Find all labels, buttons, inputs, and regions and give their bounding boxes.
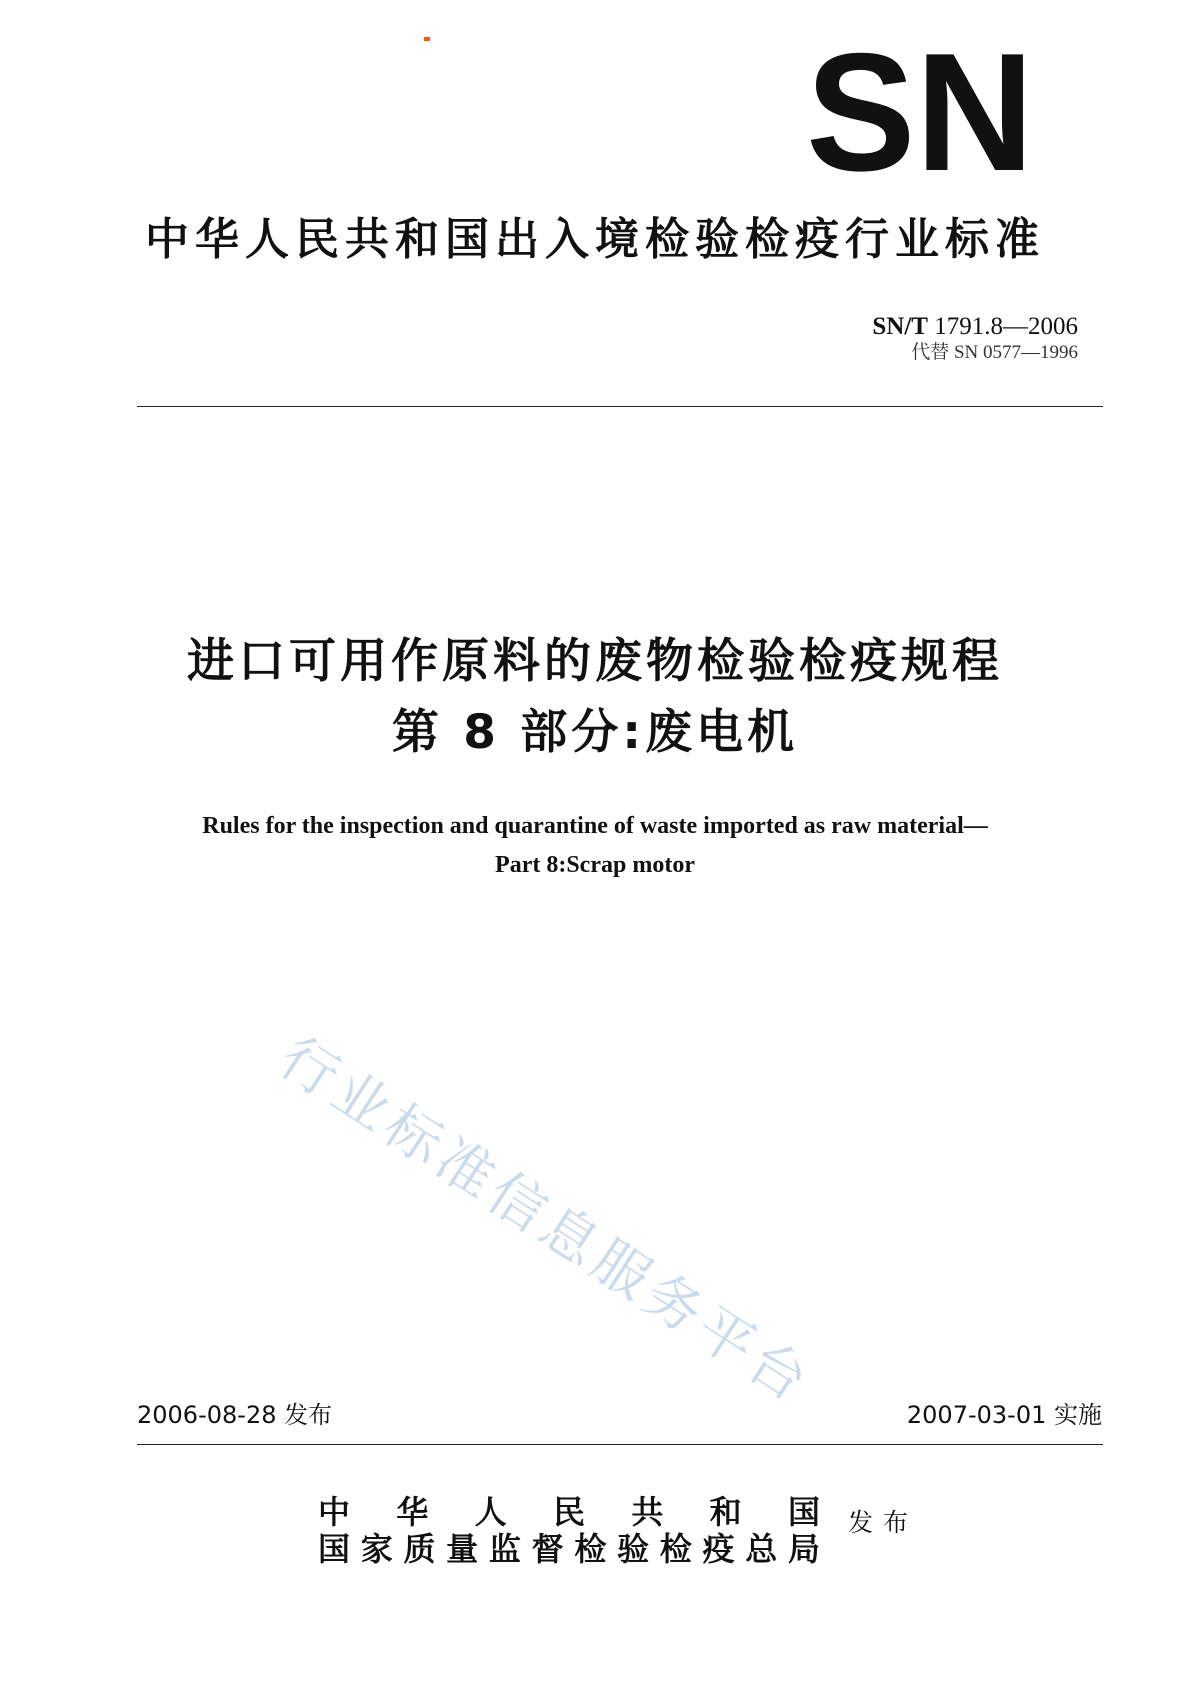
implementation-date: 2007-03-01 实施: [906, 1401, 1102, 1429]
standard-number-block: [872, 312, 1078, 364]
watermark: 行业标准信息服务平台: [268, 1025, 824, 1418]
bottom-divider: [137, 1444, 1103, 1445]
top-divider: [137, 406, 1103, 407]
standard-number: [872, 312, 1078, 342]
sn-logo-text: SN: [806, 40, 1034, 180]
sn-logo: [800, 40, 1040, 180]
english-title-line-2: Part 8:Scrap motor: [495, 852, 695, 878]
chinese-title-line-1: 进口可用作原料的废物检验检疫规程: [187, 634, 1003, 689]
accent-mark: [424, 37, 430, 41]
chinese-title-line-2: 第 8 部分:废电机: [391, 705, 799, 760]
issuer-country: 中华人民共和国: [318, 1493, 820, 1531]
issuer-agency: 国家质量监督检验检疫总局: [318, 1530, 820, 1568]
english-title-line-1: Rules for the inspection and quarantine of waste imported as raw material—: [202, 813, 988, 839]
standard-prefix: SN/T: [872, 313, 928, 340]
issue-date: 2006-08-28 发布: [137, 1401, 333, 1429]
industry-standard-title: 中华人民共和国出入境检验检疫行业标准: [145, 214, 1045, 265]
standard-code: 1791.8—2006: [934, 313, 1078, 340]
sn-logo-graphic: [800, 40, 1040, 180]
issuer-publish-label: 发布: [848, 1508, 919, 1537]
replaces-standard: 代替 SN 0577—1996: [911, 342, 1078, 363]
